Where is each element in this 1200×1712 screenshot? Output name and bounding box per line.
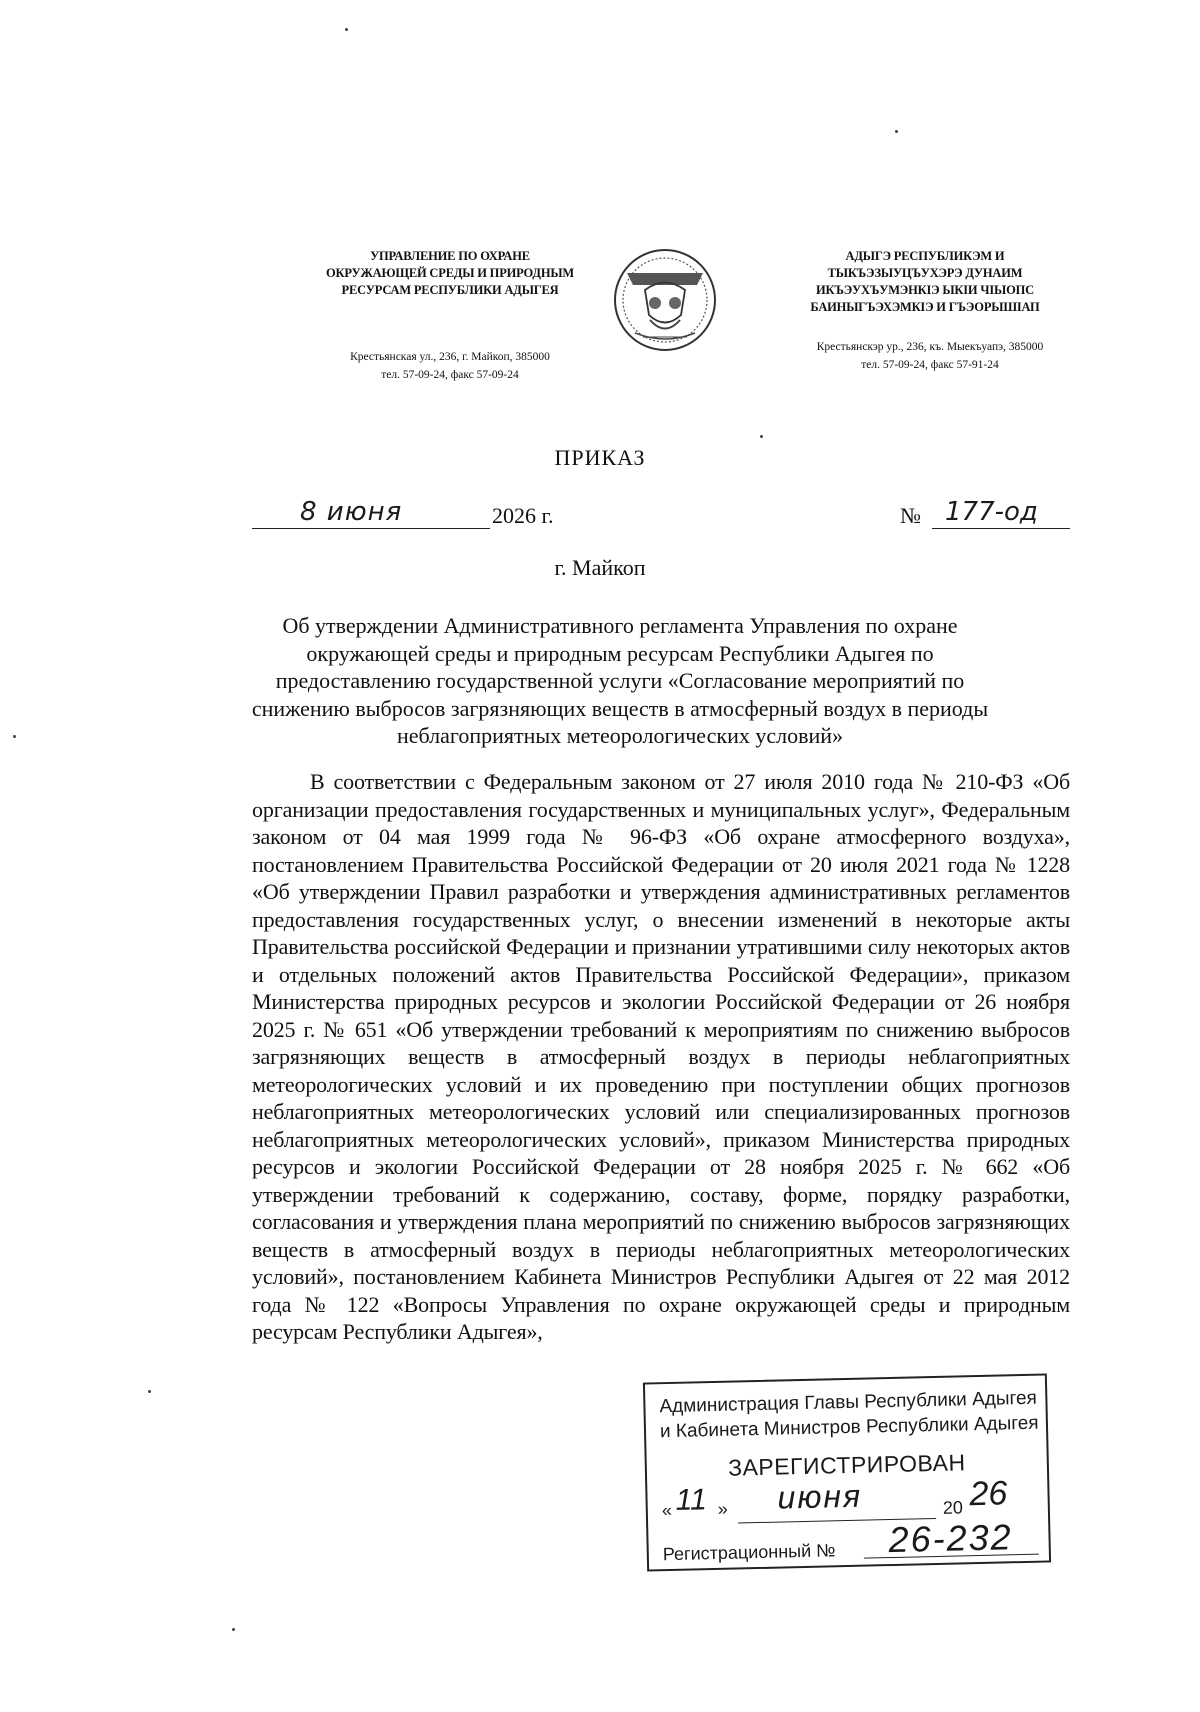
document-type-title: ПРИКАЗ [554,445,646,470]
stamp-authority-line: Администрация Главы Республики Адыгея [659,1387,1038,1418]
org-name-line: АДЫГЭ РЕСПУБЛИКЭМ И [845,249,1005,263]
org-name-line: УПРАВЛЕНИЕ ПО ОХРАНЕ [370,249,530,263]
document-year: 2026 г. [492,503,554,528]
document-subject: Об утверждении Административного регламента Управления по охране окружающей среды и природным ресурсам Республики Адыгея по предоставлению государственной услуги «Согласование мероприятий по снижению выбросов загрязняющих веществ в атмосферный воздух в периоды неблагоприятных метеорологических условий» [251,613,989,748]
stamp-handwritten-year: 26 [969,1474,1008,1514]
scan-speck [232,1628,235,1631]
scan-speck [13,735,16,738]
org-name-line: ИКЪЭУХЪУМЭНКIЭ ЫКIИ ЧIЫОПС [816,283,1034,297]
stamp-handwritten-day: 11 [675,1483,708,1517]
date-underline [252,528,490,529]
org-address-adyghe [790,338,1070,374]
address-line: Крестьянская ул., 236, г. Майкоп, 385000 [350,351,550,363]
stamp-handwritten-month: июня [777,1477,863,1516]
org-name-line: РЕСУРСАМ РЕСПУБЛИКИ АДЫГЕЯ [341,283,559,297]
org-name-adyghe [790,248,1060,316]
org-name-russian [300,248,600,299]
org-name-line: ТЫКЪЭЗЫУЦЪУХЭРЭ ДУНАИМ [827,266,1023,280]
number-underline [932,528,1070,529]
handwritten-date: 8 июня [300,497,403,527]
stamp-authority-line: и Кабинета Министров Республики Адыгея [659,1412,1039,1443]
stamp-quote-open: « [661,1499,673,1521]
address-line: тел. 57-09-24, факс 57-91-24 [861,359,999,371]
org-name-line: БАИНЫГЪЭХЭМКIЭ И ГЪЭОРЫШIАП [810,300,1040,314]
address-line: тел. 57-09-24, факс 57-09-24 [381,369,519,381]
number-sign: № [900,503,921,528]
scan-speck [895,130,898,133]
scan-speck [345,28,348,31]
stamp-registration-label: Регистрационный № [662,1540,836,1565]
stamp-handwritten-reg-number: 26-232 [888,1516,1014,1561]
registration-stamp [643,1373,1051,1571]
document-body-paragraph: В соответствии с Федеральным законом от 27 июля 2010 года № 210-ФЗ «Об организации предоставления государственных и муниципальных услуг», Федеральным законом от 04 мая 1999 года № 96-ФЗ «Об охране атмосферного воздуха», постановлением Правительства Российской Федерации от 20 июля 2021 года № 1228 «Об утверждении Правил разработки и утверждения административных регламентов предоставления государственных услуг, о внесении изменений в некоторые акты Правительства российской Федерации и признании утратившими силу некоторых актов и отдельных положений актов Правительства Российской Федерации», приказом Министерства природных ресурсов и экологии Российской Федерации от 26 ноября 2025 г. № 651 «Об утверждении требований к мероприятиям по снижению выбросов загрязняющих веществ в атмосферный воздух в периоды неблагоприятных метеорологических условий и их проведению при поступлении общих прогнозов неблагоприятных метеорологических условий или специализированных прогнозов неблагоприятных метеорологических условий», приказом Министерства природных ресурсов и экологии Российской Федерации от 28 ноября 2025 г. № 662 «Об утверждении требований к содержанию, составу, форме, порядку разработки, согласования и утверждения плана мероприятий по снижению выбросов загрязняющих веществ в атмосферный воздух в периоды неблагоприятных метеорологических условий», постановлением Кабинета Министров Республики Адыгея от 22 мая 2012 года № 122 «Вопросы Управления по охране окружающей среды и природным ресурсам Республики Адыгея», [252,769,1070,1344]
org-address-russian [300,348,600,384]
org-name-line: ОКРУЖАЮЩЕЙ СРЕДЫ И ПРИРОДНЫМ [325,266,575,280]
stamp-year-prefix: 20 [942,1497,964,1518]
scan-speck [148,1390,151,1393]
stamp-quote-close: » [717,1498,729,1519]
handwritten-number: 177-од [945,497,1038,527]
coat-of-arms-emblem-icon [605,245,725,355]
document-city: г. Майкоп [554,555,646,580]
stamp-status: ЗАРЕГИСТРИРОВАН [727,1449,966,1481]
address-line: Крестьянскэр ур., 236, къ. Мыекъуапэ, 385000 [816,341,1044,353]
scan-speck [760,435,763,438]
